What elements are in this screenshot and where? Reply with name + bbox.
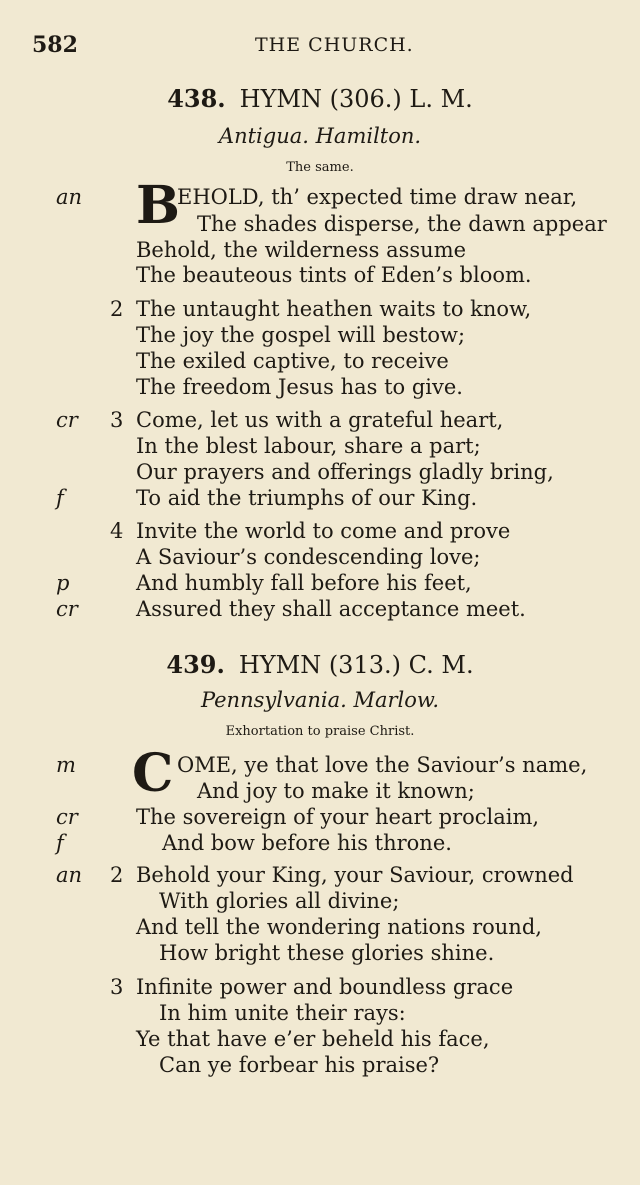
verse-line: The joy the gospel will bestow; — [136, 323, 466, 347]
verse-line: Infinite power and boundless grace — [136, 975, 514, 999]
dynamic-mark: cr — [56, 805, 78, 829]
running-head — [0, 32, 640, 62]
dynamic-mark: f — [56, 831, 64, 855]
hymn-subject: The same. — [286, 160, 354, 175]
dynamic-mark: cr — [56, 597, 78, 621]
dynamic-mark: m — [56, 753, 76, 777]
verse-number: 3 — [110, 975, 124, 999]
verse-line: Behold your King, your Saviour, crowned — [136, 863, 574, 887]
hymn-number: 439. — [166, 650, 225, 679]
verse-line: EHOLD, th’ expected time draw near, — [177, 185, 578, 209]
verse-line: With glories all divine; — [159, 889, 400, 913]
dynamic-mark: an — [56, 863, 83, 887]
verse-line: Invite the world to come and prove — [136, 519, 511, 543]
verse-line: And joy to make it known; — [197, 779, 475, 803]
verse-line: To aid the triumphs of our King. — [136, 486, 478, 510]
verse-number: 3 — [110, 408, 124, 432]
verse-line: Our prayers and offerings gladly bring, — [136, 460, 554, 484]
page-number: 582 — [32, 32, 78, 58]
dynamic-mark: an — [56, 185, 83, 209]
hymn-title: HYMN (306.) L. M. — [239, 85, 473, 113]
verse-line: The exiled captive, to receive — [136, 349, 449, 373]
verse-line: In the blest labour, share a part; — [136, 434, 481, 458]
verse-line: In him unite their rays: — [159, 1001, 406, 1025]
hymn-subject: Exhortation to praise Christ. — [225, 724, 415, 739]
verse-line: The freedom Jesus has to give. — [136, 375, 463, 399]
verse-line: And tell the wondering nations round, — [136, 915, 542, 939]
verse-line: Ye that have e’er beheld his face, — [136, 1027, 490, 1051]
hymn-heading — [0, 650, 640, 679]
running-title: THE CHURCH. — [255, 34, 414, 56]
verse-line: OME, ye that love the Saviour’s name, — [177, 753, 588, 777]
verse-line: Can ye forbear his praise? — [159, 1053, 440, 1077]
verse-line: The beauteous tints of Eden’s bloom. — [136, 263, 532, 287]
tune-names: Pennsylvania. Marlow. — [200, 688, 440, 712]
dynamic-mark: p — [56, 571, 70, 595]
verse-line: Assured they shall acceptance meet. — [136, 597, 526, 621]
verse-line: The sovereign of your heart proclaim, — [136, 805, 540, 829]
tune-names: Antigua. Hamilton. — [218, 124, 422, 148]
drop-cap: C — [132, 743, 174, 804]
verse-line: Come, let us with a grateful heart, — [136, 408, 504, 432]
verse-line: Behold, the wilderness assume — [136, 238, 467, 262]
verse-line: A Saviour’s condescending love; — [136, 545, 481, 569]
verse-line: How bright these glories shine. — [159, 941, 495, 965]
hymn-title: HYMN (313.) C. M. — [238, 651, 474, 679]
dynamic-mark: cr — [56, 408, 78, 432]
verse-number: 2 — [110, 297, 124, 321]
hymn-heading — [0, 84, 640, 113]
drop-cap: B — [136, 175, 180, 236]
verse-number: 4 — [110, 519, 124, 543]
verse-line: The untaught heathen waits to know, — [136, 297, 532, 321]
hymn-number: 438. — [167, 84, 226, 113]
dynamic-mark: f — [56, 486, 64, 510]
verse-line: And humbly fall before his feet, — [136, 571, 472, 595]
verse-number: 2 — [110, 863, 124, 887]
verse-line: And bow before his throne. — [162, 831, 452, 855]
verse-line: The shades disperse, the dawn appear — [197, 212, 607, 236]
